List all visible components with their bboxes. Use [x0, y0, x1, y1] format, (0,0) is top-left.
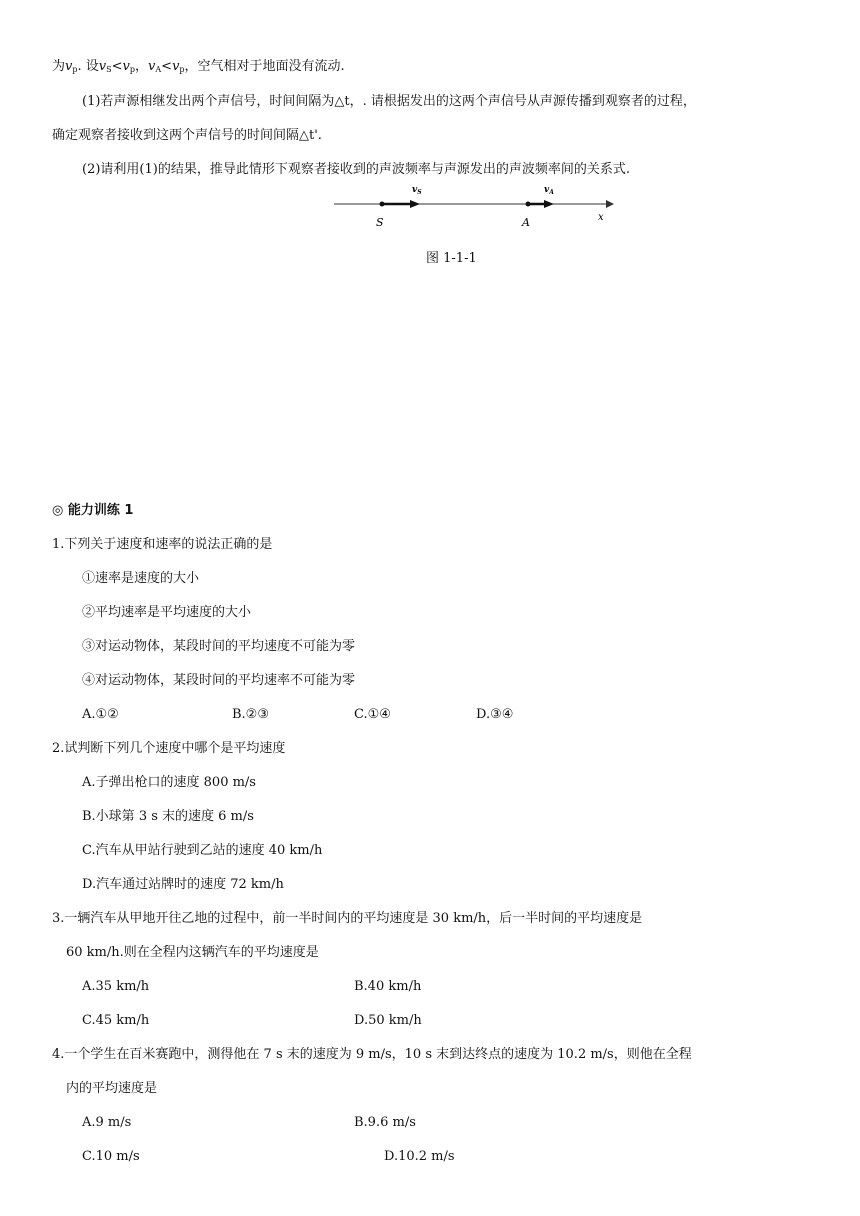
intro-text: . 设 [77, 59, 99, 74]
question-1-item: ③对运动物体，某段时间的平均速度不可能为零 [82, 639, 356, 654]
question-3-stem: 3.一辆汽车从甲地开往乙地的过程中，前一半时间内的平均速度是 30 km/h，后一半时间的平均速度是 [52, 911, 643, 926]
symbol-vs-sub: S [106, 65, 112, 74]
va-vector-arrowhead [544, 200, 554, 208]
question-4-option-b: B.9.6 m/s [354, 1115, 416, 1130]
label-x: x [598, 212, 604, 223]
question-3-option-a: A.35 km/h [82, 979, 150, 994]
question-part-1: (1)若声源相继发出两个声信号，时间间隔为△t，. 请根据发出的这两个声信号从声源传播到观察者的过程， [82, 94, 696, 109]
question-2-option-b: B.小球第 3 s 末的速度 6 m/s [82, 809, 254, 824]
question-1-option-a: A.①② [82, 707, 119, 722]
question-part-1-cont: 确定观察者接收到这两个声信号的时间间隔△t'. [52, 128, 322, 143]
question-3-option-c: C.45 km/h [82, 1013, 150, 1028]
symbol-vp-sub: p [129, 65, 135, 74]
symbol-vp: v [122, 59, 130, 74]
label-a: A [522, 216, 530, 229]
vs-vector-arrowhead [410, 200, 420, 208]
question-1-option-b: B.②③ [232, 707, 269, 722]
symbol-vp-sub: p [179, 65, 185, 74]
question-2-option-c: C.汽车从甲站行驶到乙站的速度 40 km/h [82, 843, 323, 858]
symbol-vp: v [172, 59, 180, 74]
question-part-2: (2)请利用(1)的结果，推导此情形下观察者接收到的声波频率与声源发出的声波频率间的关系式. [82, 162, 630, 177]
symbol-va: v [148, 59, 156, 74]
question-2-stem: 2.试判断下列几个速度中哪个是平均速度 [52, 741, 286, 756]
question-2-option-a: A.子弹出枪口的速度 800 m/s [82, 775, 256, 790]
intro-line [52, 58, 345, 79]
symbol-vp-sub: p [72, 65, 78, 74]
question-3-stem-cont: 60 km/h.则在全程内这辆汽车的平均速度是 [66, 945, 319, 960]
question-4-option-c: C.10 m/s [82, 1149, 140, 1164]
label-s: S [376, 216, 384, 229]
question-1-stem: 1.下列关于速度和速率的说法正确的是 [52, 537, 273, 552]
question-4-option-a: A.9 m/s [82, 1115, 132, 1130]
figure-caption: 图 1-1-1 [426, 251, 477, 266]
question-1-option-c: C.①④ [354, 707, 391, 722]
intro-text: 为 [52, 59, 66, 74]
question-1-item: ②平均速率是平均速度的大小 [82, 605, 252, 620]
question-4-stem-cont: 内的平均速度是 [66, 1081, 158, 1096]
question-3-option-b: B.40 km/h [354, 979, 422, 994]
question-1-item: ①速率是速度的大小 [82, 571, 200, 586]
symbol-vs: v [98, 59, 107, 74]
symbol-vp: v [65, 59, 73, 74]
section-title: ◎ 能力训练 1 [52, 503, 134, 518]
symbol-va-sub: A [155, 65, 162, 74]
intro-text: ， [135, 59, 149, 74]
motion-diagram [330, 180, 620, 230]
question-4-option-d: D.10.2 m/s [384, 1149, 455, 1164]
x-axis-arrowhead [606, 200, 614, 208]
less-than: < [161, 59, 173, 74]
question-2-option-d: D.汽车通过站牌时的速度 72 km/h [82, 877, 284, 892]
less-than: < [111, 59, 123, 74]
question-4-stem: 4.一个学生在百米赛跑中，测得他在 7 s 末的速度为 9 m/s，10 s 末到达终点的速度为 10.2 m/s，则他在全程 [52, 1047, 692, 1062]
label-va: $v_A$ [544, 185, 554, 196]
question-1-item: ④对运动物体，某段时间的平均速率不可能为零 [82, 673, 356, 688]
question-3-option-d: D.50 km/h [354, 1013, 422, 1028]
label-vs: $v_S$ [412, 185, 422, 196]
question-1-option-d: D.③④ [476, 707, 514, 722]
intro-text: ，空气相对于地面没有流动. [184, 59, 345, 74]
